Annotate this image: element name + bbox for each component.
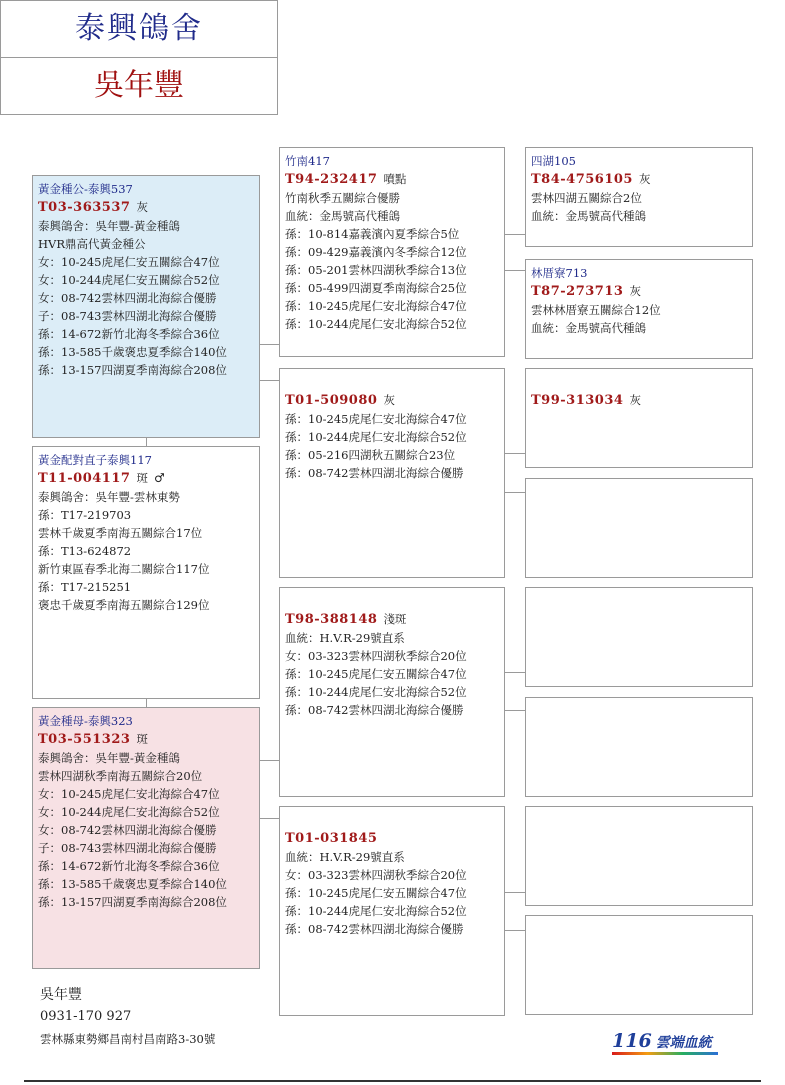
gen2-line: 孫：10-245虎尾仁安北海綜合47位 xyxy=(285,412,467,426)
gen2-line: 孫：09-429嘉義濱內冬季綜合12位 xyxy=(285,245,467,259)
sire-ring: T03-363537 xyxy=(38,200,131,215)
gen3-ring: T84-4756105 xyxy=(531,172,633,187)
loft-title-box xyxy=(0,0,278,115)
granddam-maternal-card xyxy=(279,806,505,1016)
brand-text: 雲端血統 xyxy=(655,1035,712,1051)
dam-line: 孫：13-585千歲褒忠夏季綜合140位 xyxy=(38,877,227,891)
sire-name: 黃金種公-泰興537 xyxy=(38,182,133,196)
connector xyxy=(146,437,147,446)
gen3-card xyxy=(525,259,753,359)
dam-line: 女：08-742雲林四湖北海綜合優勝 xyxy=(38,823,217,837)
dam-line: 泰興鴿舍：吳年豐-黃金種鴿 xyxy=(38,751,180,765)
gen3-card xyxy=(525,368,753,468)
connector xyxy=(504,930,525,931)
sire-line: 孫：13-585千歲褒忠夏季綜合140位 xyxy=(38,345,227,359)
gen2-ring: T01-509080 xyxy=(285,393,378,408)
grandsire-maternal-card xyxy=(279,587,505,797)
sire-line: HVR鼎高代黃金種公 xyxy=(38,237,146,251)
gen3-ring: T87-273713 xyxy=(531,284,624,299)
gen2-color: 灰 xyxy=(383,393,395,407)
gen2-line: 孫：08-742雲林四湖北海綜合優勝 xyxy=(285,466,464,480)
gen2-line: 孫：10-244虎尾仁安北海綜合52位 xyxy=(285,430,467,444)
connector xyxy=(504,892,525,893)
gen3-color: 灰 xyxy=(638,172,651,186)
granddam-paternal-card xyxy=(279,368,505,578)
owner-phone: 0931-170 927 xyxy=(40,1009,132,1024)
dam-line: 孫：14-672新竹北海冬季綜合36位 xyxy=(38,859,220,873)
gen3-name: 林厝寮713 xyxy=(531,266,588,280)
grandsire-paternal-card xyxy=(279,147,505,357)
gen2-line: 竹南秋季五關綜合優勝 xyxy=(285,191,400,205)
dam-name: 黃金種母-泰興323 xyxy=(38,714,133,728)
dam-card xyxy=(32,707,260,969)
brand-underline xyxy=(612,1052,718,1055)
sire-line: 女：10-244虎尾仁安五關綜合52位 xyxy=(38,273,220,287)
subject-line: 雲林千歲夏季南海五關綜合17位 xyxy=(38,526,203,540)
gen2-line: 孫：10-244虎尾仁安北海綜合52位 xyxy=(285,685,467,699)
gen2-ring: T98-388148 xyxy=(285,612,378,627)
connector xyxy=(259,818,279,819)
gen2-line: 血統：H.V.R-29號直系 xyxy=(285,850,405,864)
gen2-line: 孫：05-201雲林四湖秋季綜合13位 xyxy=(285,263,467,277)
gen2-line: 孫：10-245虎尾仁安五關綜合47位 xyxy=(285,886,467,900)
subject-line: 孫：T17-219703 xyxy=(38,508,132,522)
connector xyxy=(504,672,525,673)
subject-line: 孫：T13-624872 xyxy=(38,544,132,558)
gen2-line: 孫：08-742雲林四湖北海綜合優勝 xyxy=(285,703,464,717)
owner-name: 吳年豐 xyxy=(94,68,184,103)
gen3-color: 灰 xyxy=(629,284,641,298)
dam-line: 雲林四湖秋季南海五關綜合20位 xyxy=(38,769,203,783)
gen3-line: 雲林林厝寮五關綜合12位 xyxy=(531,303,661,317)
sire-line: 泰興鴿舍：吳年豐-黃金種鴿 xyxy=(38,219,180,233)
gen3-color: 灰 xyxy=(629,393,641,407)
subject-name: 黃金配對直子泰興117 xyxy=(38,453,152,467)
dam-color: 斑 xyxy=(136,732,148,746)
gen2-line: 孫：05-216四湖秋五關綜合23位 xyxy=(285,448,456,462)
loft-name: 泰興鴿舍 xyxy=(1,1,277,58)
connector xyxy=(504,270,525,271)
gen3-empty-card xyxy=(525,587,753,687)
gen3-card xyxy=(525,147,753,247)
sire-line: 女：08-742雲林四湖北海綜合優勝 xyxy=(38,291,217,305)
bottom-rule xyxy=(24,1080,761,1082)
connector xyxy=(259,380,279,381)
connector xyxy=(504,234,525,235)
gen3-line: 雲林四湖五關綜合2位 xyxy=(531,191,642,205)
gen2-color: 噴點 xyxy=(383,172,407,186)
dam-line: 子：08-743雲林四湖北海綜合優勝 xyxy=(38,841,217,855)
dam-line: 孫：13-157四湖夏季南海綜合208位 xyxy=(38,895,227,909)
gen2-line: 孫：10-245虎尾仁安五關綜合47位 xyxy=(285,667,467,681)
gen2-line: 孫：10-244虎尾仁安北海綜合52位 xyxy=(285,317,467,331)
gen3-empty-card xyxy=(525,478,753,578)
sire-line: 孫：13-157四湖夏季南海綜合208位 xyxy=(38,363,227,377)
brand-logo xyxy=(612,1030,732,1058)
gen2-line: 孫：05-499四湖夏季南海綜合25位 xyxy=(285,281,467,295)
gen3-ring: T99-313034 xyxy=(531,393,624,408)
subject-ring: T11-004117 xyxy=(38,471,131,486)
gen2-line: 血統：H.V.R-29號直系 xyxy=(285,631,405,645)
subject-line: 褒忠千歲夏季南海五關綜合129位 xyxy=(38,598,210,612)
sire-line: 孫：14-672新竹北海冬季綜合36位 xyxy=(38,327,220,341)
gen2-ring: T94-232417 xyxy=(285,172,378,187)
gen2-line: 孫：10-244虎尾仁安北海綜合52位 xyxy=(285,904,467,918)
dam-ring: T03-551323 xyxy=(38,732,131,747)
gen3-line: 血統：金馬號高代種鴿 xyxy=(531,209,646,223)
gen2-line: 孫：10-814嘉義濱內夏季綜合5位 xyxy=(285,227,460,241)
male-icon: ♂ xyxy=(153,471,165,485)
subject-line: 孫：T17-215251 xyxy=(38,580,132,594)
gen2-color: 淺斑 xyxy=(383,612,407,626)
dam-line: 女：10-244虎尾仁安北海綜合52位 xyxy=(38,805,220,819)
connector xyxy=(504,453,525,454)
owner-address: 雲林縣東勢鄉昌南村昌南路3-30號 xyxy=(40,1032,216,1046)
subject-color: 斑 xyxy=(136,471,148,485)
dam-line: 女：10-245虎尾仁安北海綜合47位 xyxy=(38,787,220,801)
gen2-name: 竹南417 xyxy=(285,154,330,168)
brand-number: 116 xyxy=(612,1030,652,1052)
owner-info xyxy=(40,984,215,1050)
sire-color: 灰 xyxy=(136,200,148,214)
gen2-line: 女：03-323雲林四湖秋季綜合20位 xyxy=(285,649,467,663)
owner-name-footer: 吳年豐 xyxy=(40,987,82,1003)
connector xyxy=(504,710,525,711)
connector xyxy=(504,492,525,493)
gen2-line: 孫：08-742雲林四湖北海綜合優勝 xyxy=(285,922,464,936)
gen2-line: 孫：10-245虎尾仁安北海綜合47位 xyxy=(285,299,467,313)
connector xyxy=(259,760,279,761)
gen3-empty-card xyxy=(525,697,753,797)
gen3-empty-card xyxy=(525,915,753,1015)
connector xyxy=(146,698,147,707)
sire-card xyxy=(32,175,260,438)
gen2-ring: T01-031845 xyxy=(285,831,378,846)
subject-line: 泰興鴿舍：吳年豐-雲林東勢 xyxy=(38,490,180,504)
gen2-line: 血統：金馬號高代種鴿 xyxy=(285,209,400,223)
gen3-empty-card xyxy=(525,806,753,906)
sire-line: 子：08-743雲林四湖北海綜合優勝 xyxy=(38,309,217,323)
sire-line: 女：10-245虎尾仁安五關綜合47位 xyxy=(38,255,220,269)
gen3-name: 四湖105 xyxy=(531,154,576,168)
gen2-line: 女：03-323雲林四湖秋季綜合20位 xyxy=(285,868,467,882)
gen3-line: 血統：金馬號高代種鴿 xyxy=(531,321,646,335)
connector xyxy=(259,344,279,345)
subject-card xyxy=(32,446,260,699)
subject-line: 新竹東區春季北海二關綜合117位 xyxy=(38,562,210,576)
